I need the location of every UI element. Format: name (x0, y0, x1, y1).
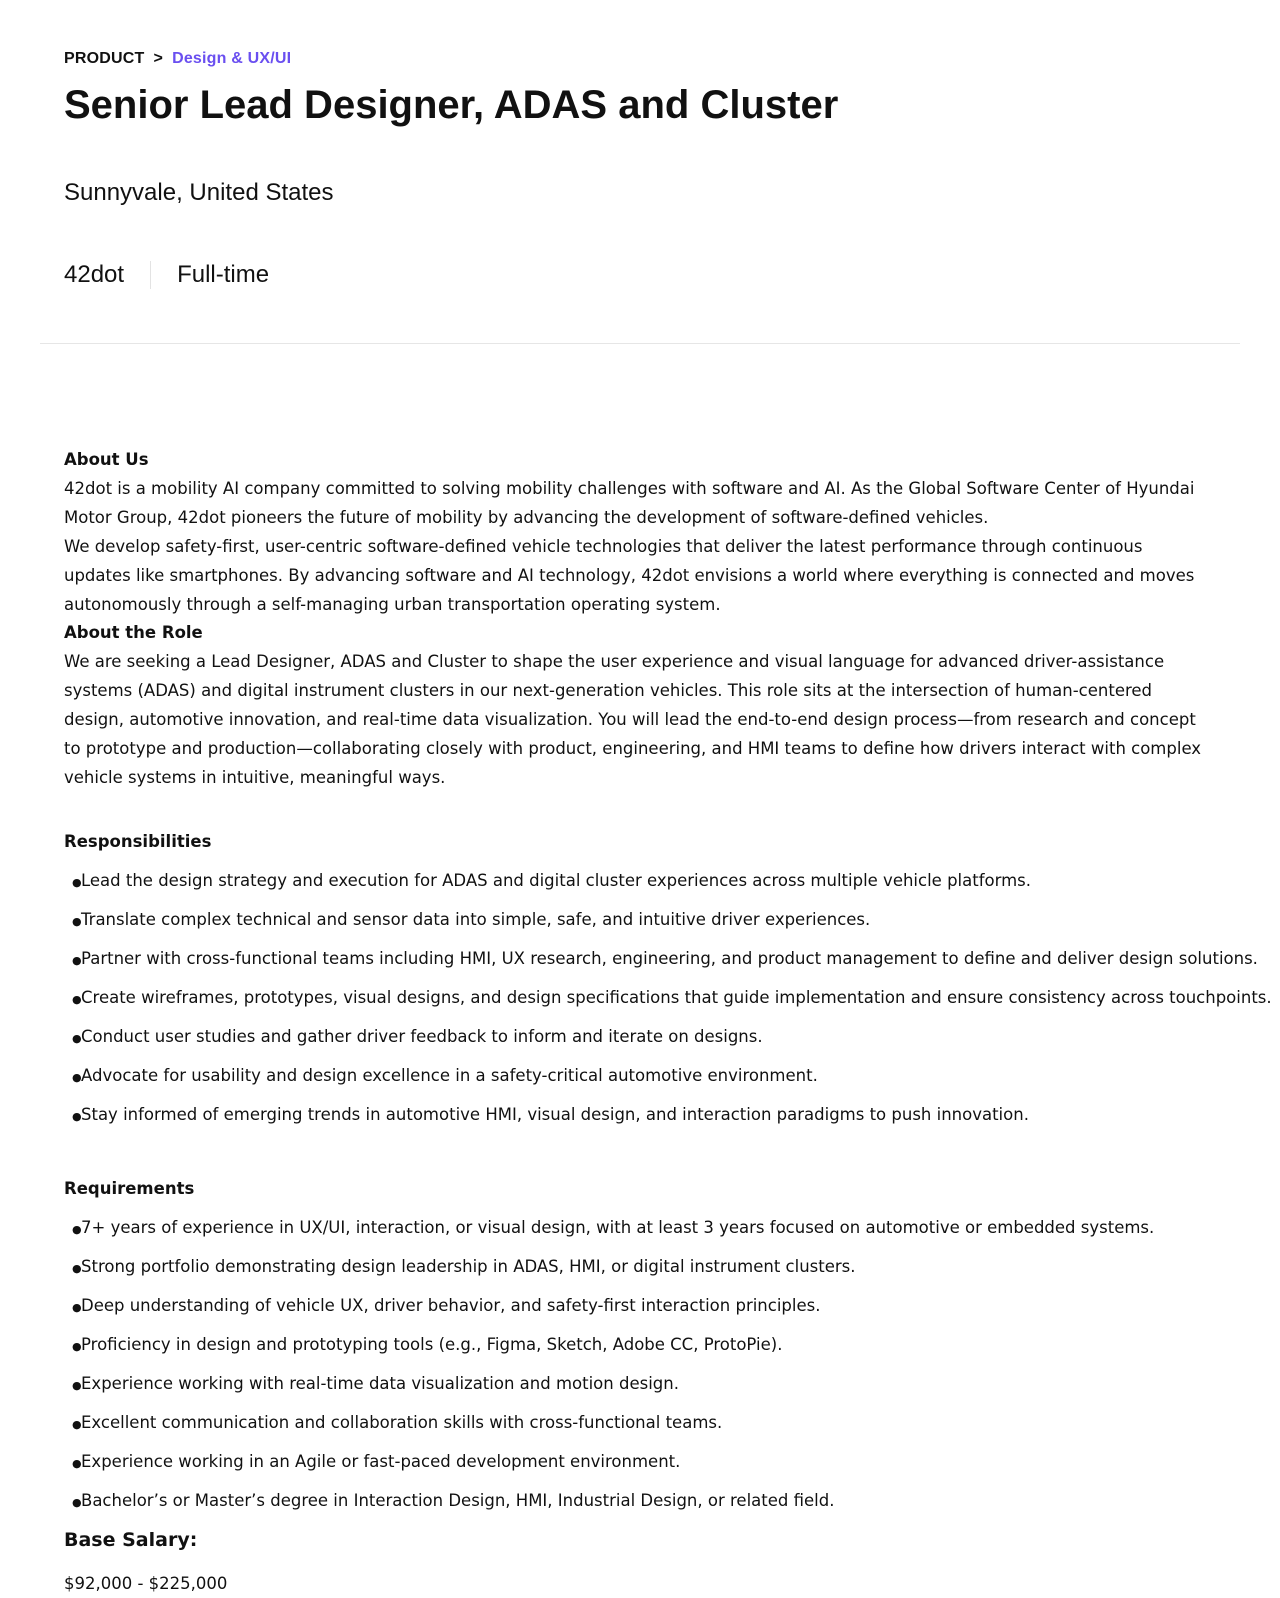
responsibilities-list (64, 862, 1272, 1135)
about-us-paragraph: We develop safety-first, user-centric software-defined vehicle technologies that deliver the latest performance through continuous updates like smartphones. By advancing software and AI technology, 42dot envisions a world where everything is connected and moves autonomously through a self-managing urban transportation operating system. (64, 537, 1195, 614)
page-title: Senior Lead Designer, ADAS and Cluster (64, 83, 839, 127)
list-item-text: Partner with cross-functional teams including HMI, UX research, engineering, and product management to define and deliver design solutions. (81, 949, 1258, 968)
job-description (64, 446, 1272, 1598)
bullet-icon: ● (72, 954, 82, 967)
list-item (64, 940, 1258, 979)
list-item-text: Bachelor’s or Master’s degree in Interaction Design, HMI, Industrial Design, or related field. (81, 1491, 835, 1510)
bullet-icon: ● (72, 1262, 82, 1275)
bullet-icon: ● (72, 1071, 82, 1084)
responsibilities-section (64, 828, 1272, 1135)
list-item-text: Deep understanding of vehicle UX, driver behavior, and safety-first interaction principles. (81, 1296, 821, 1315)
list-item (64, 979, 1272, 1018)
breadcrumb-separator: > (153, 50, 164, 67)
breadcrumb-item-design-ux-ui[interactable]: Design & UX/UI (172, 50, 292, 67)
list-item (64, 1482, 1214, 1521)
list-item-text: Excellent communication and collaboration skills with cross-functional teams. (81, 1413, 723, 1432)
about-role-paragraph: We are seeking a Lead Designer, ADAS and Cluster to shape the user experience and visual language for advanced driver-assistance systems (ADAS) and digital instrument clusters in our next-generation vehicles. This role sits at the intersection of human-centered design, automotive innovation, and real-time data visualization. You will lead the end-to-end design process—from research and concept to prototype and production—collaborating closely with product, engineering, and HMI teams to define how drivers interact with complex vehicle systems in intuitive, meaningful ways. (64, 652, 1202, 787)
list-item-text: Strong portfolio demonstrating design leadership in ADAS, HMI, or digital instrument clusters. (81, 1257, 856, 1276)
list-item-text: Lead the design strategy and execution for ADAS and digital cluster experiences across multiple vehicle platforms. (81, 871, 1032, 890)
about-us-paragraph: 42dot is a mobility AI company committed to solving mobility challenges with software and AI. As the Global Software Center of Hyundai Motor Group, 42dot pioneers the future of mobility by advancing the development of software-defined vehicles. (64, 479, 1195, 527)
bullet-icon: ● (72, 1301, 82, 1314)
list-item (64, 862, 1214, 901)
bullet-icon: ● (72, 1457, 82, 1470)
about-us-section (64, 446, 1214, 619)
bullet-icon: ● (72, 1340, 82, 1353)
salary-range: $92,000 - $225,000 (64, 1574, 228, 1593)
list-item (64, 1326, 1214, 1365)
bullet-icon: ● (72, 1223, 82, 1236)
breadcrumb (64, 48, 291, 70)
list-item-text: 7+ years of experience in UX/UI, interaction, or visual design, with at least 3 years focused on automotive or embedded systems. (81, 1218, 1155, 1237)
list-item (64, 1248, 1214, 1287)
section-heading-about-us: About Us (64, 450, 149, 469)
bullet-icon: ● (72, 993, 82, 1006)
about-role-section (64, 619, 1214, 792)
section-heading-responsibilities: Responsibilities (64, 832, 212, 851)
breadcrumb-item-product[interactable]: PRODUCT (64, 50, 145, 67)
list-item (64, 1365, 1214, 1404)
bullet-icon: ● (72, 1418, 82, 1431)
salary-heading: Base Salary: (64, 1529, 198, 1551)
meta-divider (150, 261, 151, 289)
employment-type: Full-time (177, 261, 270, 288)
bullet-icon: ● (72, 876, 82, 889)
header-divider (40, 343, 1240, 344)
bullet-icon: ● (72, 1379, 82, 1392)
list-item-text: Stay informed of emerging trends in automotive HMI, visual design, and interaction paradigms to push innovation. (81, 1105, 1029, 1124)
list-item (64, 1018, 1214, 1057)
list-item (64, 1443, 1214, 1482)
list-item-text: Create wireframes, prototypes, visual designs, and design specifications that guide implementation and ensure consistency across touchpoints. (81, 988, 1272, 1007)
list-item (64, 1057, 1214, 1096)
bullet-icon: ● (72, 915, 82, 928)
requirements-section (64, 1175, 1214, 1521)
list-item-text: Advocate for usability and design excellence in a safety-critical automotive environment. (81, 1066, 818, 1085)
list-item (64, 1287, 1214, 1326)
bullet-icon: ● (72, 1032, 82, 1045)
job-meta (64, 256, 269, 294)
list-item-text: Proficiency in design and prototyping tools (e.g., Figma, Sketch, Adobe CC, ProtoPie). (81, 1335, 783, 1354)
list-item-text: Experience working in an Agile or fast-paced development environment. (81, 1452, 681, 1471)
list-item (64, 1209, 1214, 1248)
section-heading-about-role: About the Role (64, 623, 203, 642)
list-item-text: Experience working with real-time data visualization and motion design. (81, 1374, 679, 1393)
section-heading-requirements: Requirements (64, 1179, 195, 1198)
job-location: Sunnyvale, United States (64, 179, 334, 206)
list-item (64, 901, 1214, 940)
list-item (64, 1096, 1214, 1135)
bullet-icon: ● (72, 1110, 82, 1123)
list-item (64, 1404, 1214, 1443)
bullet-icon: ● (72, 1496, 82, 1509)
requirements-list (64, 1209, 1214, 1521)
list-item-text: Conduct user studies and gather driver feedback to inform and iterate on designs. (81, 1027, 763, 1046)
list-item-text: Translate complex technical and sensor data into simple, safe, and intuitive driver experiences. (81, 910, 871, 929)
company-name: 42dot (64, 261, 125, 288)
